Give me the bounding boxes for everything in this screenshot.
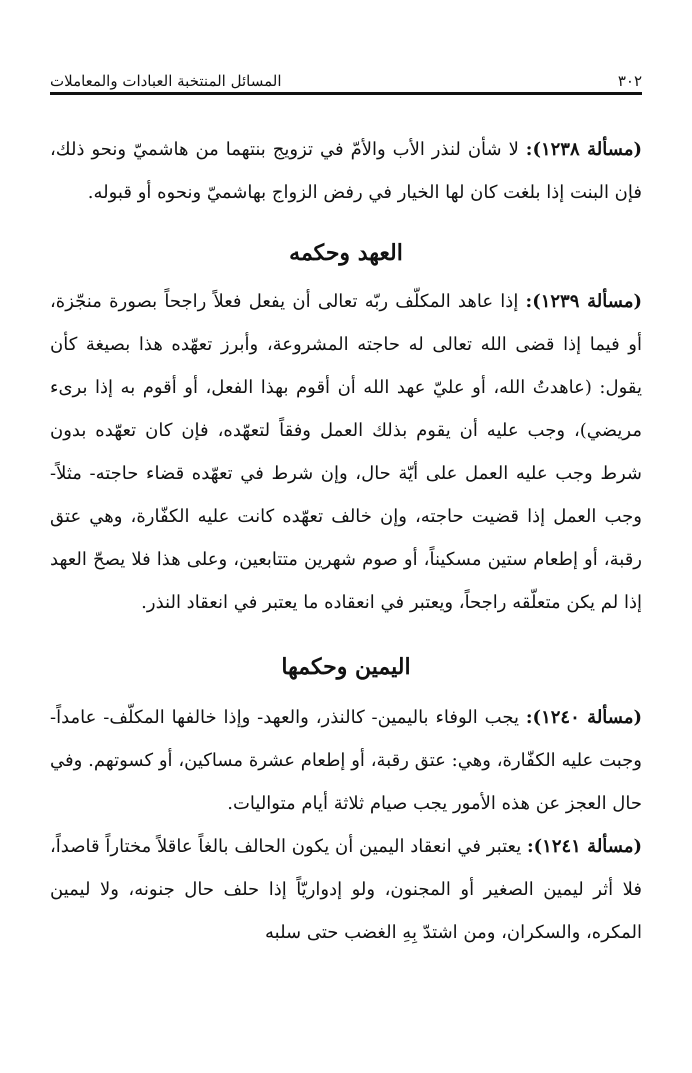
issue-number: (مسألة ١٢٣٨):	[525, 139, 642, 160]
section-heading: العهد وحكمه	[289, 240, 403, 266]
paragraph-text: لا شأن لنذر الأب والأمّ في تزويج بنتهما من هاشميّ ونحو ذلك، فإن البنت إذا بلغت كان لها الخيار في رفض الزواج بهاشميّ ونحوه أو قبوله.	[50, 139, 642, 203]
issue-number: (مسألة ١٢٤١):	[527, 836, 642, 857]
paragraph	[50, 280, 642, 624]
issue-number: (مسألة ١٢٣٩):	[525, 291, 642, 312]
paragraph	[50, 696, 642, 825]
book-page	[50, 0, 642, 1073]
page-content	[50, 128, 642, 954]
page-header	[50, 62, 642, 90]
header-rule	[50, 92, 642, 95]
paragraph-text: يعتبر في انعقاد اليمين أن يكون الحالف بالغاً عاقلاً مختاراً قاصداً، فلا أثر ليمين الصغير أو المجنون، ولو إدواريّاً إذا حلف حال جنونه، ولا ليمين المكره، والسكران، ومن اشتدّ بِهِ الغضب حتى سلبه	[50, 836, 642, 943]
issue-number: (مسألة ١٢٤٠):	[525, 707, 643, 728]
paragraph-text: إذا عاهد المكلّف ربّه تعالى أن يفعل فعلاً راجحاً بصورة منجّزة، أو فيما إذا قضى الله تعالى له حاجته المشروعة، وأبرز تعهّده هذا بصيغة كأن يقول: (عاهدتُ الله، أو عليّ عهد الله أن أقوم بهذا الفعل، أو أقوم به إذا برىء مريضي)، وجب عليه أن يقوم بذلك العمل وفقاً لتعهّده، فإن كان تعهّده بدون شرط وجب عليه العمل على أيّة حال، وإن شرط في تعهّده قضاء حاجته- مثلاً- وجب العمل إذا قضيت حاجته، وإن خالف تعهّده كانت عليه الكفّارة، وهي عتق رقبة، أو إطعام ستين مسكيناً، أو صوم شهرين متتابعين، وعلى هذا فلا يصحّ العهد إذا لم يكن متعلّقه راجحاً، ويعتبر في انعقاده ما يعتبر في انعقاد النذر.	[50, 291, 642, 613]
paragraph	[50, 825, 642, 954]
paragraph-text: يجب الوفاء باليمين- كالنذر، والعهد- وإذا خالفها المكلّف- عامداً- وجبت عليه الكفّارة، وهي: عتق رقبة، أو إطعام عشرة مساكين، أو كسوتهم. وفي حال العجز عن هذه الأمور يجب صيام ثلاثة أيام متواليات.	[50, 707, 642, 814]
running-title: المسائل المنتخبة العبادات والمعاملات	[50, 72, 282, 90]
section-heading: اليمين وحكمها	[281, 654, 411, 680]
paragraph	[50, 128, 642, 214]
page-number: ٣٠٢	[617, 72, 642, 90]
